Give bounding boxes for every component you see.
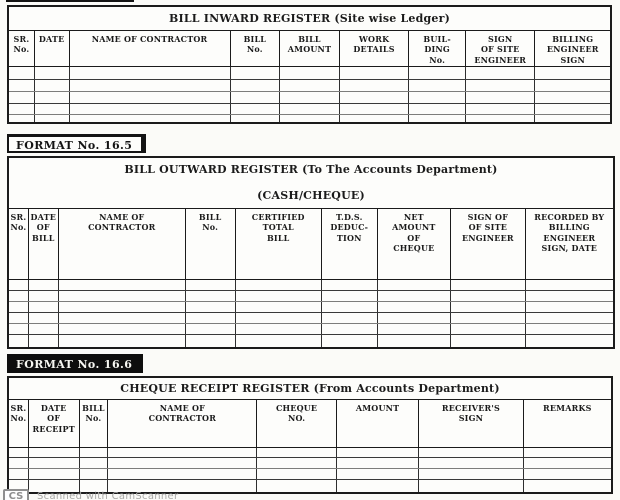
empty-cell <box>35 67 70 79</box>
empty-cell <box>257 458 336 468</box>
empty-cell <box>340 104 410 114</box>
empty-cell <box>322 324 378 334</box>
bill-inward-register-header-row <box>9 31 610 67</box>
column-header: DATE OF BILL <box>29 209 59 279</box>
empty-cell <box>526 291 613 301</box>
empty-table-row <box>9 115 610 122</box>
empty-cell <box>524 448 611 457</box>
empty-table-row <box>9 302 613 313</box>
empty-cell <box>280 67 340 79</box>
column-header: WORK DETAILS <box>340 31 410 66</box>
bill-inward-register-title-line: BILL INWARD REGISTER (Site wise Ledger) <box>168 12 450 25</box>
format-label-16-5: FORMAT No. 16.5 <box>7 134 146 153</box>
empty-cell <box>59 280 186 290</box>
empty-cell <box>9 324 29 334</box>
empty-cell <box>231 92 281 103</box>
empty-cell <box>9 448 29 457</box>
column-header: BILL No. <box>80 400 109 447</box>
empty-cell <box>419 448 523 457</box>
empty-table-row <box>9 458 611 469</box>
empty-cell <box>378 324 452 334</box>
empty-cell <box>378 302 452 312</box>
empty-cell <box>280 92 340 103</box>
empty-table-row <box>9 448 611 458</box>
empty-cell <box>236 291 322 301</box>
empty-cell <box>9 115 35 122</box>
empty-cell <box>409 80 466 91</box>
empty-cell <box>35 92 70 103</box>
camscanner-logo: CS <box>3 489 29 500</box>
empty-cell <box>451 313 526 323</box>
empty-table-row <box>9 335 613 347</box>
empty-cell <box>29 469 80 479</box>
empty-cell <box>526 335 613 347</box>
empty-cell <box>70 67 231 79</box>
empty-cell <box>535 67 610 79</box>
empty-cell <box>108 469 257 479</box>
empty-cell <box>535 92 610 103</box>
column-header: SIGN OF OF SITE ENGINEER <box>451 209 526 279</box>
bill-outward-register-title-line: (CASH/CHEQUE) <box>257 189 365 202</box>
empty-cell <box>70 115 231 122</box>
empty-cell <box>524 469 611 479</box>
empty-cell <box>231 104 281 114</box>
empty-cell <box>466 80 536 91</box>
column-header: AMOUNT <box>337 400 419 447</box>
empty-cell <box>35 115 70 122</box>
empty-cell <box>451 280 526 290</box>
empty-cell <box>29 302 59 312</box>
empty-cell <box>236 335 322 347</box>
empty-cell <box>466 67 536 79</box>
empty-cell <box>59 291 186 301</box>
cropped-format-label-edge <box>6 0 134 2</box>
empty-cell <box>419 469 523 479</box>
column-header: SR. No. <box>9 400 29 447</box>
empty-cell <box>231 115 281 122</box>
empty-cell <box>59 302 186 312</box>
empty-cell <box>9 104 35 114</box>
empty-cell <box>35 80 70 91</box>
empty-cell <box>186 313 236 323</box>
empty-cell <box>409 104 466 114</box>
empty-cell <box>340 67 410 79</box>
column-header: NAME OF CONTRACTOR <box>70 31 231 66</box>
empty-cell <box>29 280 59 290</box>
column-header: BILL No. <box>186 209 236 279</box>
cheque-receipt-register-title-line: CHEQUE RECEIPT REGISTER (From Accounts Department) <box>120 382 500 395</box>
column-header: CHEQUE NO. <box>257 400 336 447</box>
empty-cell <box>231 80 281 91</box>
empty-cell <box>280 80 340 91</box>
bill-outward-register-header-row <box>9 209 613 280</box>
empty-cell <box>108 458 257 468</box>
empty-cell <box>257 480 336 492</box>
empty-cell <box>378 335 452 347</box>
empty-cell <box>9 458 29 468</box>
empty-cell <box>322 313 378 323</box>
bill-outward-register-title-line: BILL OUTWARD REGISTER (To The Accounts Department) <box>124 163 498 176</box>
empty-cell <box>419 480 523 492</box>
empty-cell <box>29 335 59 347</box>
empty-cell <box>524 480 611 492</box>
empty-cell <box>59 324 186 334</box>
empty-cell <box>535 80 610 91</box>
empty-cell <box>280 115 340 122</box>
empty-cell <box>337 448 419 457</box>
column-header: RECORDED BY BILLING ENGINEER SIGN, DATE <box>534 212 605 254</box>
empty-cell <box>9 469 29 479</box>
empty-cell <box>322 302 378 312</box>
column-header: REMARKS <box>543 403 592 413</box>
bill-outward-register-title <box>9 158 613 209</box>
empty-cell <box>80 469 109 479</box>
column-header: NAME OF CONTRACTOR <box>108 400 257 447</box>
empty-cell <box>337 458 419 468</box>
empty-cell <box>409 115 466 122</box>
empty-cell <box>29 324 59 334</box>
empty-cell <box>9 67 35 79</box>
empty-cell <box>108 448 257 457</box>
format-label-16-6: FORMAT No. 16.6 <box>7 354 143 373</box>
empty-table-row <box>9 92 610 104</box>
empty-cell <box>451 335 526 347</box>
empty-cell <box>409 67 466 79</box>
empty-table-row <box>9 80 610 92</box>
empty-cell <box>466 115 536 122</box>
empty-cell <box>186 335 236 347</box>
column-header: SR. No. <box>9 209 29 279</box>
empty-cell <box>9 80 35 91</box>
empty-cell <box>378 313 452 323</box>
empty-cell <box>451 291 526 301</box>
bill-inward-register-title <box>9 7 610 31</box>
empty-cell <box>419 458 523 468</box>
empty-cell <box>70 104 231 114</box>
empty-cell <box>466 92 536 103</box>
empty-cell <box>236 302 322 312</box>
empty-cell <box>526 324 613 334</box>
empty-table-row <box>9 313 613 324</box>
column-header: BUIL- DING No. <box>409 31 466 66</box>
empty-cell <box>535 115 610 122</box>
empty-cell <box>9 335 29 347</box>
empty-cell <box>186 291 236 301</box>
empty-cell <box>322 335 378 347</box>
empty-cell <box>378 291 452 301</box>
empty-cell <box>186 302 236 312</box>
empty-cell <box>451 324 526 334</box>
empty-cell <box>80 448 109 457</box>
empty-cell <box>337 469 419 479</box>
empty-cell <box>337 480 419 492</box>
empty-cell <box>378 280 452 290</box>
column-header: NAME OF CONTRACTOR <box>59 209 186 279</box>
cheque-receipt-register-table <box>7 376 613 494</box>
column-header: BILL No. <box>231 31 281 66</box>
empty-cell <box>59 313 186 323</box>
empty-table-row <box>9 469 611 480</box>
empty-cell <box>526 302 613 312</box>
column-header: RECEIVER'S SIGN <box>419 400 523 447</box>
empty-cell <box>9 92 35 103</box>
column-header: CERTIFIED TOTAL BILL <box>236 209 322 279</box>
empty-cell <box>340 92 410 103</box>
empty-cell <box>70 80 231 91</box>
empty-cell <box>322 280 378 290</box>
empty-table-row <box>9 324 613 335</box>
column-header: DATE OF RECEIPT <box>29 400 80 447</box>
empty-cell <box>526 280 613 290</box>
empty-cell <box>70 92 231 103</box>
empty-cell <box>29 291 59 301</box>
empty-cell <box>340 80 410 91</box>
empty-cell <box>257 469 336 479</box>
empty-cell <box>409 92 466 103</box>
empty-cell <box>451 302 526 312</box>
empty-table-row <box>9 67 610 80</box>
column-header: BILL AMOUNT <box>280 31 340 66</box>
camscanner-watermark-text: Scanned with CamScanner <box>37 491 179 500</box>
cheque-receipt-register-header-row <box>9 400 611 448</box>
empty-table-row <box>9 291 613 302</box>
empty-cell <box>9 291 29 301</box>
empty-cell <box>9 313 29 323</box>
empty-cell <box>322 291 378 301</box>
column-header: DATE <box>35 31 70 66</box>
column-header: NET AMOUNT OF CHEQUE <box>378 209 452 279</box>
empty-cell <box>29 458 80 468</box>
empty-cell <box>340 115 410 122</box>
empty-cell <box>236 280 322 290</box>
cheque-receipt-register-title <box>9 378 611 400</box>
empty-cell <box>59 335 186 347</box>
empty-cell <box>524 458 611 468</box>
empty-cell <box>186 280 236 290</box>
column-header: T.D.S. DEDUC- TION <box>322 209 378 279</box>
empty-cell <box>9 280 29 290</box>
empty-cell <box>535 104 610 114</box>
empty-table-row <box>9 104 610 115</box>
empty-cell <box>257 448 336 457</box>
empty-cell <box>236 324 322 334</box>
empty-cell <box>80 458 109 468</box>
empty-cell <box>231 67 281 79</box>
empty-cell <box>29 313 59 323</box>
bill-outward-register-table <box>7 156 615 349</box>
empty-cell <box>186 324 236 334</box>
empty-cell <box>280 104 340 114</box>
bill-inward-register-table <box>7 5 612 124</box>
column-header: BILLING ENGINEER SIGN <box>546 34 599 65</box>
empty-cell <box>29 448 80 457</box>
column-header: SR. No. <box>9 31 35 66</box>
empty-cell <box>9 302 29 312</box>
empty-cell <box>526 313 613 323</box>
column-header: SIGN OF SITE ENGINEER <box>466 31 536 66</box>
empty-cell <box>236 313 322 323</box>
empty-table-row <box>9 280 613 291</box>
empty-cell <box>466 104 536 114</box>
empty-cell <box>35 104 70 114</box>
